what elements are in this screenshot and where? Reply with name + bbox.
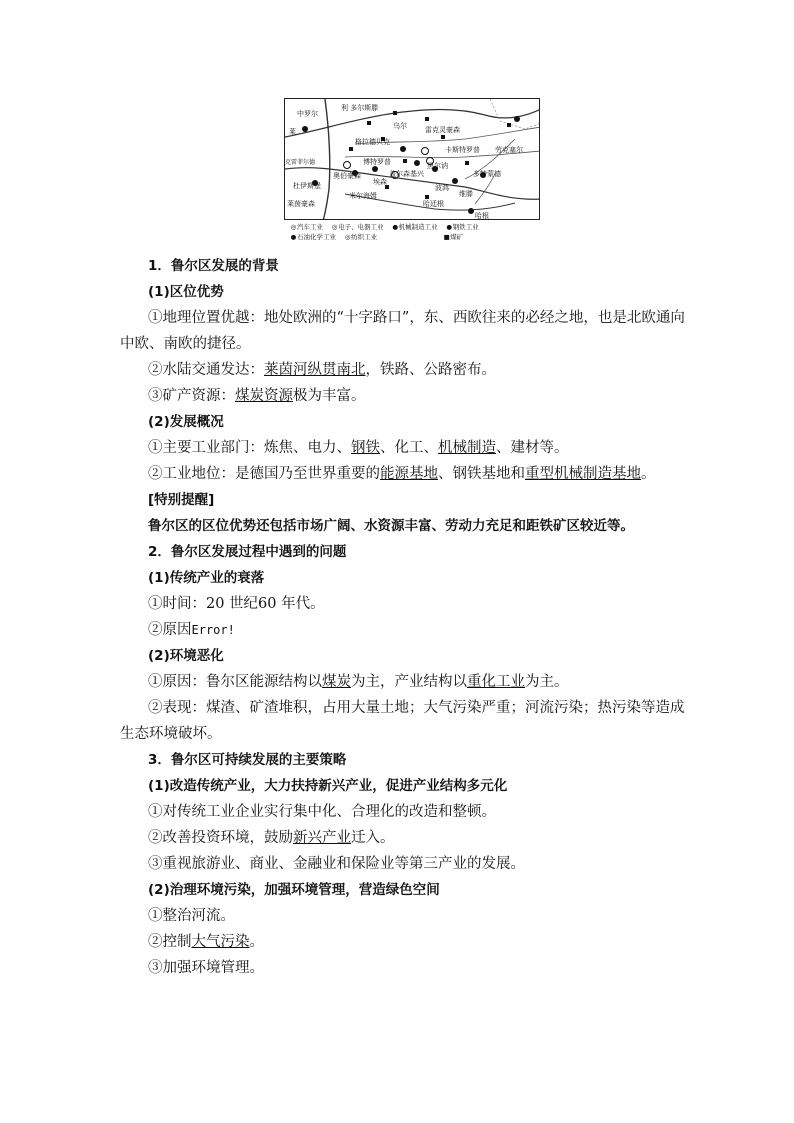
- legend-item: ◎汽车工业: [290, 223, 323, 231]
- paragraph: ③矿产资源：煤炭资源极为丰富。: [148, 388, 366, 404]
- map-label: 利 多尔斯滕: [341, 104, 379, 112]
- map-label: 格拉德贝克: [355, 138, 390, 146]
- paragraph: ①原因：鲁尔区能源结构以煤炭为主，产业结构以重化工业为主。: [148, 674, 569, 690]
- paragraph: ①主要工业部门：炼焦、电力、钢铁、化工、机械制造、建材等。: [148, 440, 569, 456]
- map-drawing: [285, 99, 540, 220]
- map-label: 波鸿: [435, 184, 449, 192]
- section-2-sub-1: (1)传统产业的衰落: [148, 570, 265, 586]
- ruhr-map: [284, 98, 540, 220]
- underlined-term: 大气污染: [191, 934, 250, 950]
- section-3-sub-2: (2)治理环境污染，加强环境管理，营造绿色空间: [148, 882, 440, 898]
- paragraph: ①时间：20 世纪60 年代。: [148, 596, 325, 612]
- paragraph: ③加强环境管理。: [148, 960, 264, 976]
- section-2-sub-2: (2)环境恶化: [148, 648, 224, 664]
- map-label: 劳克塞尔: [495, 146, 523, 154]
- paragraph: ①整治河流。: [148, 908, 235, 924]
- map-label: 哈廷根: [423, 200, 444, 208]
- paragraph: 中欧、南欧的捷径。: [120, 336, 251, 352]
- map-label: 黑尔讷: [427, 162, 448, 170]
- section-1-sub-1: (1)区位优势: [148, 284, 224, 300]
- legend-item: ■煤矿: [443, 233, 464, 241]
- section-1-title: 1．鲁尔区发展的背景: [148, 258, 279, 274]
- underlined-term: 能源基地: [380, 466, 438, 482]
- legend-item: ◎纺织工业: [344, 233, 378, 241]
- map-label: 盖尔森基兴: [389, 170, 424, 178]
- error-text: Error!: [191, 623, 235, 637]
- map-label: 米尔海姆: [349, 192, 377, 200]
- paragraph: 生态环境破坏。: [120, 726, 222, 742]
- map-label: 哈根: [475, 212, 489, 220]
- map-label: 雷克灵豪森: [425, 126, 460, 134]
- map-label: 博特罗普: [363, 158, 391, 166]
- paragraph: ①对传统工业企业实行集中化、合理化的改造和整顿。: [148, 804, 496, 820]
- legend-item: ◎电子、电器工业: [331, 223, 384, 231]
- paragraph: ②控制大气污染。: [148, 934, 264, 950]
- map-label: 莱茵豪森: [287, 200, 315, 208]
- map-label: 中罗尔: [297, 110, 318, 118]
- paragraph: ②工业地位：是德国乃至世界重要的能源基地、钢铁基地和重型机械制造基地。: [148, 466, 656, 482]
- map-label: 乌尔: [393, 122, 407, 130]
- map-label: 卡斯特罗普: [445, 146, 480, 154]
- underlined-term: 煤炭: [322, 674, 351, 690]
- map-label: 维滕: [459, 190, 473, 198]
- map-label: 奥伯豪森: [333, 172, 361, 180]
- legend-item: ●钢铁工业: [446, 223, 479, 231]
- underlined-term: 新兴产业: [293, 830, 351, 846]
- tip-title: [特别提醒]: [148, 492, 215, 508]
- underlined-term: 重化工业: [467, 674, 525, 690]
- ruhr-map-figure: [284, 98, 540, 248]
- legend-item: ●机械制造工业: [392, 223, 438, 231]
- map-legend: [290, 222, 540, 242]
- underlined-term: 重型机械制造基地: [525, 466, 641, 482]
- map-label: 莱: [289, 128, 296, 136]
- section-1-sub-2: (2)发展概况: [148, 414, 224, 430]
- map-label: 克雷菲尔德: [285, 159, 316, 166]
- tip-text: 鲁尔区的区位优势还包括市场广阔、水资源丰富、劳动力充足和距铁矿区较近等。: [148, 518, 634, 534]
- paragraph: ②水陆交通发达：莱茵河纵贯南北，铁路、公路密布。: [148, 362, 496, 378]
- section-2-title: 2．鲁尔区发展过程中遇到的问题: [148, 544, 347, 560]
- paragraph: ②原因Error!: [148, 622, 235, 638]
- paragraph: ①地理位置优越：地处欧洲的“十字路口”，东、西欧往来的必经之地，也是北欧通向: [148, 310, 685, 326]
- paragraph: ②表现：煤渣、矿渣堆积，占用大量土地；大气污染严重；河流污染；热污染等造成: [148, 700, 685, 716]
- map-label: 杜伊斯堡: [293, 182, 321, 190]
- underlined-term: 莱茵河纵贯南北: [264, 362, 366, 378]
- underlined-term: 钢铁: [351, 440, 380, 456]
- paragraph: ②改善投资环境，鼓励新兴产业迁入。: [148, 830, 395, 846]
- underlined-term: 机械制造: [438, 440, 496, 456]
- legend-item: ●石油化学工业: [290, 233, 336, 241]
- map-label: 多特蒙德: [473, 170, 501, 178]
- map-label: 埃森: [373, 178, 387, 186]
- section-3-sub-1: (1)改造传统产业，大力扶持新兴产业，促进产业结构多元化: [148, 778, 508, 794]
- underlined-term: 煤炭资源: [235, 388, 293, 404]
- section-3-title: 3．鲁尔区可持续发展的主要策略: [148, 752, 347, 768]
- paragraph: ③重视旅游业、商业、金融业和保险业等第三产业的发展。: [148, 856, 525, 872]
